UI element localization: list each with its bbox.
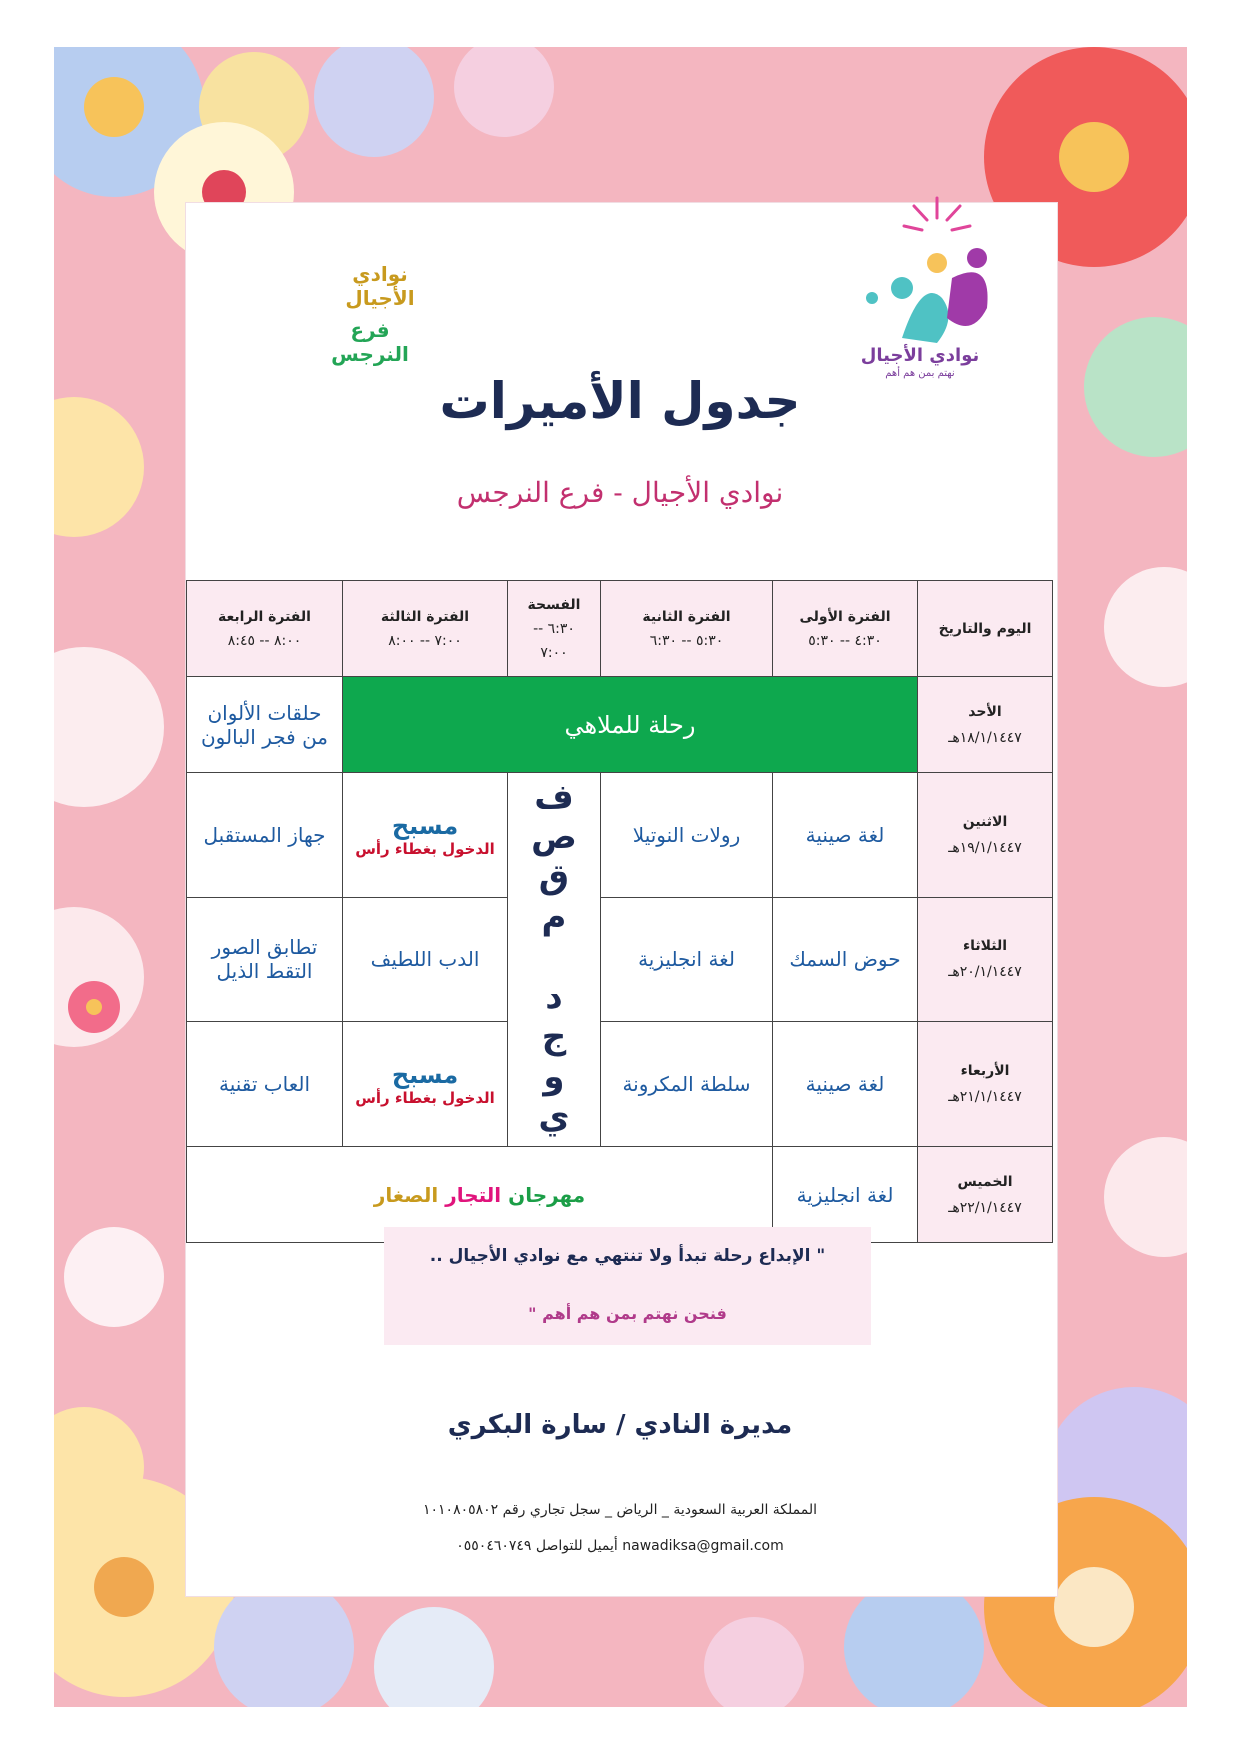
activity-cell: حلقات الألوان من فجر البالون [187, 677, 343, 773]
page-title: جدول الأميرات [439, 372, 801, 430]
activity-cell: تطابق الصور التقط الذيل [187, 897, 343, 1022]
activity-cell: جهاز المستقبل [187, 773, 343, 898]
festival-cell: مهرجان التجار الصغار [187, 1147, 773, 1243]
activity-cell: رولات النوتيلا [601, 773, 773, 898]
activity-cell: سلطة المكرونة [601, 1022, 773, 1147]
header-period-4: الفترة الرابعة ٨:٠٠ -- ٨:٤٥ [187, 581, 343, 677]
table-header-row [187, 581, 1053, 677]
quote-line-1: " الإبداع رحلة تبدأ ولا تنتهي مع نوادي الأجيال .. [429, 1246, 826, 1266]
activity-cell: لغة انجليزية [773, 1147, 918, 1243]
schedule-table [186, 580, 1053, 1243]
header-break: الفسحة ٦:٣٠ -- ٧:٠٠ [508, 581, 601, 677]
branch-name: فرع النرجس [331, 318, 409, 366]
activity-cell: الدب اللطيف [343, 897, 508, 1022]
table-row [187, 677, 1053, 773]
break-cell [508, 773, 601, 1147]
footer-contact: nawadiksa@gmail.com أيميل للتواصل ٠٥٥٠٤٦٠٧٤٩ [456, 1538, 784, 1554]
day-cell: الاثنين ١٩/١/١٤٤٧هـ [918, 773, 1053, 898]
trip-cell: رحلة للملاهي [343, 677, 918, 773]
sparkle-icon [904, 198, 970, 230]
table-row [187, 1022, 1053, 1147]
manager-name: مديرة النادي / سارة البكري [447, 1410, 793, 1440]
footer-address: المملكة العربية السعودية _ الرياض _ سجل تجاري رقم ١٠١٠٨٠٥٨٠٢ [422, 1502, 818, 1518]
day-cell: الأحد ١٨/١/١٤٤٧هـ [918, 677, 1053, 773]
activity-cell: لغة انجليزية [601, 897, 773, 1022]
activity-cell: لغة صينية [773, 1022, 918, 1147]
logo-tagline: نهتم بمن هم أهم [885, 368, 955, 379]
day-cell: الأربعاء ٢١/١/١٤٤٧هـ [918, 1022, 1053, 1147]
logo-name: نوادي الأجيال [860, 345, 980, 366]
canteen-note: يوجد مقصف [534, 777, 574, 1137]
quote-line-2: فنحن نهتم بمن هم أهم " [528, 1304, 727, 1323]
header-period-3: الفترة الثالثة ٧:٠٠ -- ٨:٠٠ [343, 581, 508, 677]
quote-box [384, 1227, 871, 1345]
table-row [187, 897, 1053, 1022]
table-row [187, 773, 1053, 898]
header-period-2: الفترة الثانية ٥:٣٠ -- ٦:٣٠ [601, 581, 773, 677]
header-period-1: الفترة الأولى ٤:٣٠ -- ٥:٣٠ [773, 581, 918, 677]
pool-cell: مسبح الدخول بغطاء رأس [343, 773, 508, 898]
activity-cell: العاب تقنية [187, 1022, 343, 1147]
activity-cell: حوض السمك [773, 897, 918, 1022]
header-day: اليوم والتاريخ [918, 581, 1053, 677]
pool-cell: مسبح الدخول بغطاء رأس [343, 1022, 508, 1147]
activity-cell: لغة صينية [773, 773, 918, 898]
day-cell: الثلاثاء ٢٠/١/١٤٤٧هـ [918, 897, 1053, 1022]
page-subtitle: نوادي الأجيال - فرع النرجس [456, 476, 784, 509]
club-name: نوادي الأجيال [345, 262, 415, 310]
day-cell: الخميس ٢٢/١/١٤٤٧هـ [918, 1147, 1053, 1243]
